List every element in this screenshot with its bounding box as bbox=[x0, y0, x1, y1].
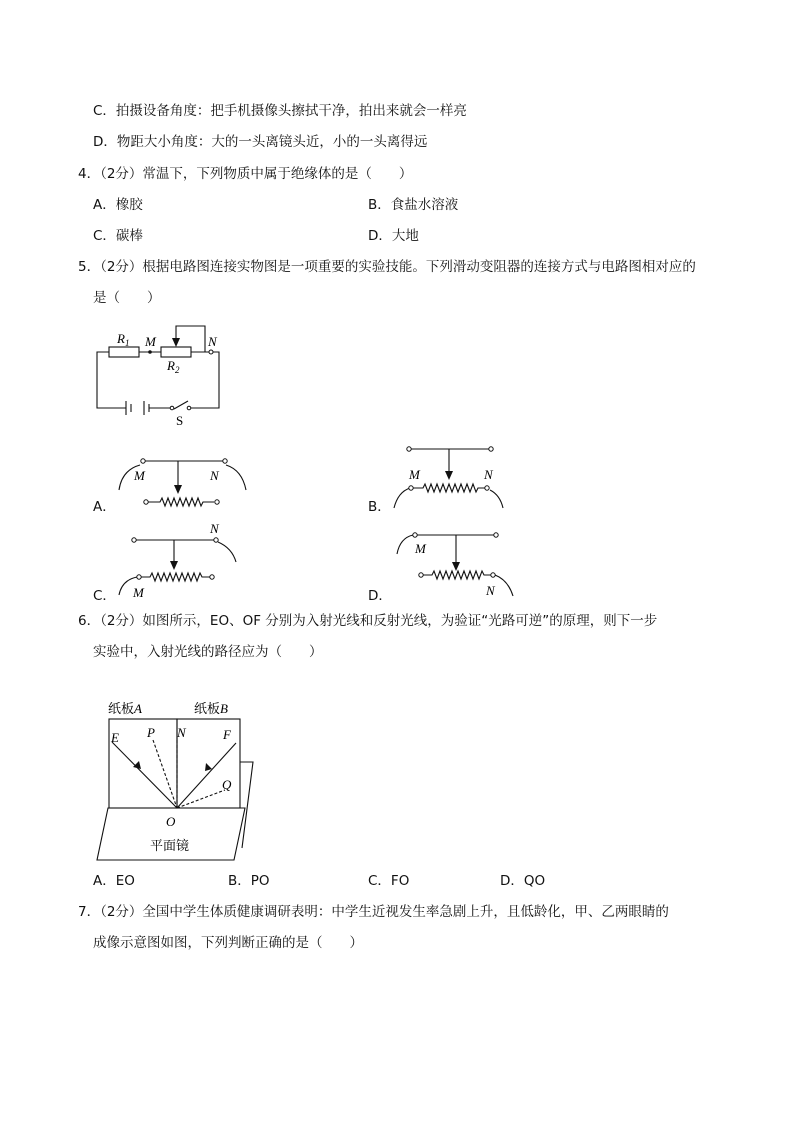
label-r2: $R_2$ bbox=[167, 358, 180, 375]
q6-option-d: D．QO bbox=[500, 873, 546, 889]
label-m: M bbox=[145, 334, 156, 349]
label-board-b: 纸板B bbox=[194, 701, 228, 717]
label-e: E bbox=[111, 730, 119, 745]
q3-option-d: D．物距大小角度：大的一头离镜头近，小的一头离得远 bbox=[93, 134, 428, 150]
label-n: N bbox=[208, 334, 217, 349]
q3-option-c: C．拍摄设备角度：把手机摄像头擦拭干净，拍出来就会一样亮 bbox=[93, 103, 467, 119]
label-o: O bbox=[166, 814, 176, 829]
q6-option-c: C．FO bbox=[368, 873, 410, 889]
q6-option-a: A．EO bbox=[93, 873, 135, 889]
option-a-label-n: N bbox=[210, 468, 219, 483]
label-r1: $R_1$ bbox=[117, 331, 130, 348]
label-n: N bbox=[177, 725, 186, 740]
option-b-label-n: N bbox=[484, 467, 493, 482]
q6-stem-line2: 实验中，入射光线的路径应为（ ） bbox=[93, 644, 323, 660]
q6-stem-line1: 6．（2分）如图所示，EO、OF 分别为入射光线和反射光线，为验证“光路可逆”的原理，则下一步 bbox=[78, 613, 658, 629]
option-c-label-n: N bbox=[210, 521, 219, 536]
q4-option-b: B．食盐水溶液 bbox=[368, 197, 459, 213]
label-p: P bbox=[147, 725, 155, 740]
option-a-label-m: M bbox=[134, 468, 145, 483]
option-b-label-m: M bbox=[409, 467, 420, 482]
q7-stem-line1: 7．（2分）全国中学生体质健康调研表明：中学生近视发生率急剧上升，且低龄化，甲、乙两眼睛的 bbox=[78, 904, 669, 920]
label-mirror: 平面镜 bbox=[150, 839, 190, 854]
q5-option-d-letter: D． bbox=[368, 588, 392, 604]
label-switch: S bbox=[176, 413, 184, 428]
label-q: Q bbox=[222, 777, 232, 792]
q4-option-d: D．大地 bbox=[368, 228, 419, 244]
q5-stem-line1: 5．（2分）根据电路图连接实物图是一项重要的实验技能。下列滑动变阻器的连接方式与电路图相对应的 bbox=[78, 259, 696, 275]
label-f: F bbox=[223, 727, 231, 742]
q5-option-b-letter: B． bbox=[368, 499, 391, 515]
label-board-a: 纸板A bbox=[108, 701, 142, 717]
q5-option-a-letter: A． bbox=[93, 499, 116, 515]
option-d-label-m: M bbox=[415, 541, 426, 556]
q4-option-c: C．碳棒 bbox=[93, 228, 143, 244]
q7-stem-line2: 成像示意图如图，下列判断正确的是（ ） bbox=[93, 935, 363, 951]
q6-option-b: B．PO bbox=[228, 873, 270, 889]
q4-stem: 4．（2分）常温下，下列物质中属于绝缘体的是（ ） bbox=[78, 166, 413, 182]
option-d-label-n: N bbox=[486, 583, 495, 598]
q5-stem-line2: 是（ ） bbox=[93, 290, 161, 306]
option-c-label-m: M bbox=[133, 585, 144, 600]
q4-option-a: A．橡胶 bbox=[93, 197, 143, 213]
q5-option-c-letter: C． bbox=[93, 588, 116, 604]
